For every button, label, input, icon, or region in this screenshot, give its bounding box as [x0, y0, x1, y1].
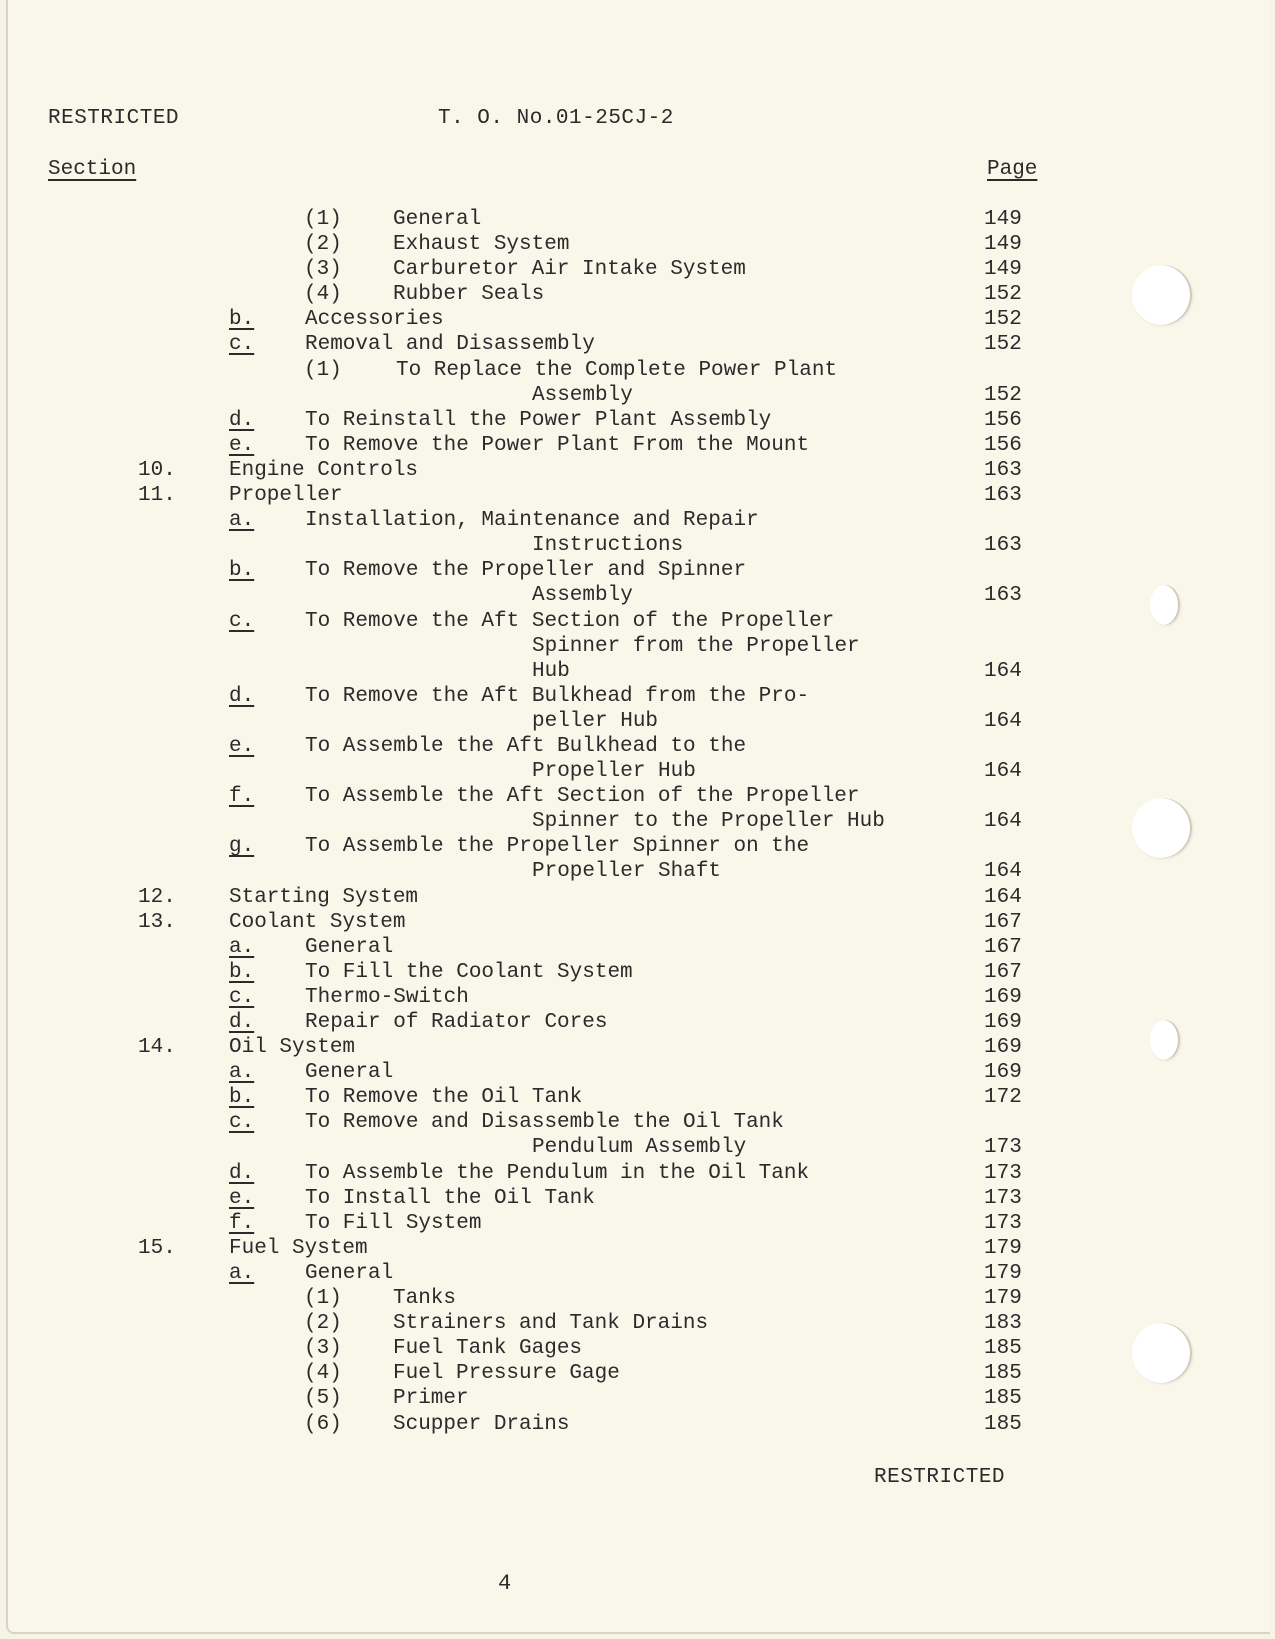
page-number-ref: 164 [984, 885, 1022, 909]
page-number-ref: 152 [984, 383, 1022, 407]
section-number: 14. [138, 1036, 176, 1060]
page-number-ref: 164 [984, 810, 1022, 834]
page-number-ref: 173 [984, 1136, 1022, 1160]
item-number: (3) [304, 258, 342, 282]
toc-entry [0, 1286, 1060, 1311]
page-number-ref: 185 [984, 1387, 1022, 1411]
binder-hole-5 [1132, 1323, 1192, 1383]
toc-entry [0, 634, 1060, 659]
entry-title: Removal and Disassembly [305, 333, 595, 357]
subsection-letter: b. [229, 308, 255, 332]
subsection-letter: b. [229, 1086, 255, 1110]
entry-title: General [305, 935, 394, 959]
entry-title: To Assemble the Propeller Spinner on the [305, 835, 810, 859]
entry-title: General [393, 208, 482, 231]
entry-title: Fuel Tank Gages [393, 1337, 583, 1361]
subsection-letter: e. [229, 1186, 255, 1210]
entry-title: To Assemble the Aft Section of the Propeller [305, 785, 860, 809]
entry-title: Propeller Shaft [532, 860, 722, 884]
entry-title: Oil System [229, 1036, 356, 1060]
item-number: (5) [304, 1387, 342, 1411]
toc-entry [0, 307, 1060, 332]
toc-entry [0, 659, 1060, 684]
subsection-letter: d. [229, 408, 255, 432]
entry-title: To Remove the Oil Tank [305, 1086, 583, 1110]
page-number: 4 [498, 1571, 512, 1596]
binder-hole-3 [1132, 798, 1192, 858]
subsection-letter: a. [229, 1061, 255, 1085]
entry-title: Fuel Pressure Gage [393, 1362, 620, 1386]
entry-title: Pendulum Assembly [532, 1136, 747, 1160]
item-number: (1) [304, 358, 342, 382]
page-number-ref: 149 [984, 208, 1022, 231]
toc-entry [0, 809, 1060, 834]
toc-entry [0, 834, 1060, 859]
entry-title: To Reinstall the Power Plant Assembly [305, 408, 772, 432]
subsection-letter: f. [229, 1211, 255, 1235]
page-number-ref: 169 [984, 1061, 1022, 1085]
page-number-ref: 167 [984, 935, 1022, 959]
subsection-letter: a. [229, 935, 255, 959]
toc-entry [0, 1211, 1060, 1236]
section-number: 13. [138, 910, 176, 934]
page-number-ref: 164 [984, 760, 1022, 784]
toc-entry [0, 709, 1060, 734]
page-number-ref: 163 [984, 534, 1022, 558]
header-doc-number: T. O. No.01-25CJ-2 [438, 107, 674, 130]
toc-entry [0, 1085, 1060, 1110]
page-number-ref: 156 [984, 433, 1022, 457]
toc-entry [0, 1236, 1060, 1261]
toc-entry [0, 358, 1060, 383]
subsection-letter: e. [229, 433, 255, 457]
entry-title: Spinner from the Propeller [532, 634, 860, 658]
subsection-letter: d. [229, 684, 255, 708]
binder-hole-2 [1150, 585, 1180, 625]
page-number-ref: 173 [984, 1186, 1022, 1210]
entry-title: Starting System [229, 885, 419, 909]
entry-title: Engine Controls [229, 458, 419, 482]
column-heading-page: Page [987, 158, 1038, 181]
toc-entry [0, 583, 1060, 608]
page-number-ref: 163 [984, 584, 1022, 608]
entry-title: Propeller Hub [532, 760, 696, 784]
entry-title: Installation, Maintenance and Repair [305, 509, 759, 533]
toc-entry [0, 859, 1060, 884]
entry-title: To Fill System [305, 1211, 482, 1235]
entry-title: To Assemble the Aft Bulkhead to the [305, 734, 747, 758]
entry-title: Strainers and Tank Drains [393, 1312, 709, 1336]
entry-title: To Remove the Propeller and Spinner [305, 559, 747, 583]
page-number-ref: 173 [984, 1211, 1022, 1235]
page-number-ref: 169 [984, 985, 1022, 1009]
toc-entry [0, 885, 1060, 910]
toc-entry [0, 383, 1060, 408]
page-number-ref: 179 [984, 1287, 1022, 1311]
item-number: (3) [304, 1337, 342, 1361]
column-heading-section: Section [48, 158, 137, 181]
page-number-ref: 185 [984, 1337, 1022, 1361]
item-number: (2) [304, 1312, 342, 1336]
toc-entry [0, 1261, 1060, 1286]
subsection-letter: b. [229, 559, 255, 583]
page-number-ref: 163 [984, 458, 1022, 482]
page-number-ref: 164 [984, 659, 1022, 683]
entry-title: To Remove the Aft Section of the Propeller [305, 609, 835, 633]
page-number-ref: 163 [984, 484, 1022, 508]
page-number-ref: 173 [984, 1161, 1022, 1185]
entry-title: To Fill the Coolant System [305, 960, 633, 984]
entry-title: Scupper Drains [393, 1412, 570, 1436]
toc-entry [0, 960, 1060, 985]
entry-title: peller Hub [532, 709, 659, 733]
item-number: (1) [304, 1287, 342, 1311]
entry-title: Fuel System [229, 1236, 368, 1260]
page-number-ref: 164 [984, 709, 1022, 733]
toc-entry [0, 257, 1060, 282]
entry-title: Assembly [532, 383, 633, 407]
toc-entry [0, 1010, 1060, 1035]
page-number-ref: 172 [984, 1086, 1022, 1110]
toc-entry [0, 1361, 1060, 1386]
toc-entry [0, 759, 1060, 784]
toc-entry [0, 1311, 1060, 1336]
subsection-letter: g. [229, 835, 255, 859]
subsection-letter: b. [229, 960, 255, 984]
toc-entry [0, 910, 1060, 935]
entry-title: Primer [393, 1387, 469, 1411]
subsection-letter: c. [229, 1111, 255, 1135]
section-number: 11. [138, 484, 176, 508]
subsection-letter: f. [229, 785, 255, 809]
toc-entry [0, 282, 1060, 307]
page-number-ref: 152 [984, 283, 1022, 307]
toc-entry [0, 1386, 1060, 1411]
toc-entry [0, 533, 1060, 558]
page-number-ref: 169 [984, 1036, 1022, 1060]
toc-entry [0, 433, 1060, 458]
entry-title: Thermo-Switch [305, 985, 469, 1009]
entry-title: To Install the Oil Tank [305, 1186, 595, 1210]
entry-title: Spinner to the Propeller Hub [532, 810, 885, 834]
item-number: (4) [304, 1362, 342, 1386]
toc-entry [0, 734, 1060, 759]
toc-entry [0, 1110, 1060, 1135]
page-number-ref: 169 [984, 1011, 1022, 1034]
toc-entry [0, 232, 1060, 257]
toc-entry [0, 1060, 1060, 1085]
page-number-ref: 149 [984, 258, 1022, 282]
toc-entry [0, 483, 1060, 508]
entry-title: Exhaust System [393, 233, 570, 257]
item-number: (2) [304, 233, 342, 257]
page-number-ref: 185 [984, 1412, 1022, 1436]
page-number-ref: 167 [984, 960, 1022, 984]
page-number-ref: 149 [984, 233, 1022, 257]
item-number: (6) [304, 1412, 342, 1436]
entry-title: General [305, 1061, 394, 1085]
subsection-letter: a. [229, 509, 255, 533]
section-number: 15. [138, 1236, 176, 1260]
section-number: 10. [138, 458, 176, 482]
page-number-ref: 179 [984, 1261, 1022, 1285]
entry-title: Hub [532, 659, 570, 683]
subsection-letter: d. [229, 1161, 255, 1185]
binder-hole-1 [1132, 265, 1192, 325]
entry-title: To Assemble the Pendulum in the Oil Tank [305, 1161, 810, 1185]
subsection-letter: c. [229, 985, 255, 1009]
entry-title: To Remove and Disassemble the Oil Tank [305, 1111, 784, 1135]
page-number-ref: 183 [984, 1312, 1022, 1336]
toc-entry [0, 935, 1060, 960]
toc-entry [0, 1412, 1060, 1437]
toc-entry [0, 508, 1060, 533]
toc-entry [0, 207, 1060, 232]
toc-entry [0, 458, 1060, 483]
toc-entry [0, 408, 1060, 433]
page-number-ref: 179 [984, 1236, 1022, 1260]
entry-title: To Replace the Complete Power Plant [396, 358, 838, 382]
entry-title: Instructions [532, 534, 684, 558]
toc-entry [0, 985, 1060, 1010]
page-number-ref: 185 [984, 1362, 1022, 1386]
entry-title: Propeller [229, 484, 343, 508]
entry-title: Tanks [393, 1287, 457, 1311]
toc-entry [0, 558, 1060, 583]
page-number-ref: 156 [984, 408, 1022, 432]
item-number: (1) [304, 208, 342, 231]
toc-entry [0, 1336, 1060, 1361]
page-number-ref: 152 [984, 333, 1022, 357]
entry-title: Repair of Radiator Cores [305, 1011, 608, 1034]
entry-title: Coolant System [229, 910, 406, 934]
table-of-contents [0, 207, 1060, 1437]
footer-classification: RESTRICTED [874, 1466, 1006, 1489]
toc-entry [0, 609, 1060, 634]
page-number-ref: 167 [984, 910, 1022, 934]
entry-title: Carburetor Air Intake System [393, 258, 746, 282]
toc-entry [0, 1035, 1060, 1060]
entry-title: Rubber Seals [393, 283, 545, 307]
page-number-ref: 152 [984, 308, 1022, 332]
entry-title: Accessories [305, 308, 444, 332]
toc-entry [0, 1135, 1060, 1160]
toc-entry [0, 784, 1060, 809]
toc-entry [0, 684, 1060, 709]
entry-title: To Remove the Power Plant From the Mount [305, 433, 810, 457]
entry-title: Assembly [532, 584, 633, 608]
header-classification: RESTRICTED [48, 107, 180, 130]
subsection-letter: d. [229, 1011, 255, 1034]
binder-hole-4 [1150, 1020, 1180, 1060]
subsection-letter: c. [229, 609, 255, 633]
subsection-letter: c. [229, 333, 255, 357]
toc-entry [0, 332, 1060, 357]
toc-entry [0, 1161, 1060, 1186]
page-number-ref: 164 [984, 860, 1022, 884]
section-number: 12. [138, 885, 176, 909]
item-number: (4) [304, 283, 342, 307]
subsection-letter: a. [229, 1261, 255, 1285]
subsection-letter: e. [229, 734, 255, 758]
toc-entry [0, 1186, 1060, 1211]
entry-title: To Remove the Aft Bulkhead from the Pro- [305, 684, 810, 708]
entry-title: General [305, 1261, 394, 1285]
